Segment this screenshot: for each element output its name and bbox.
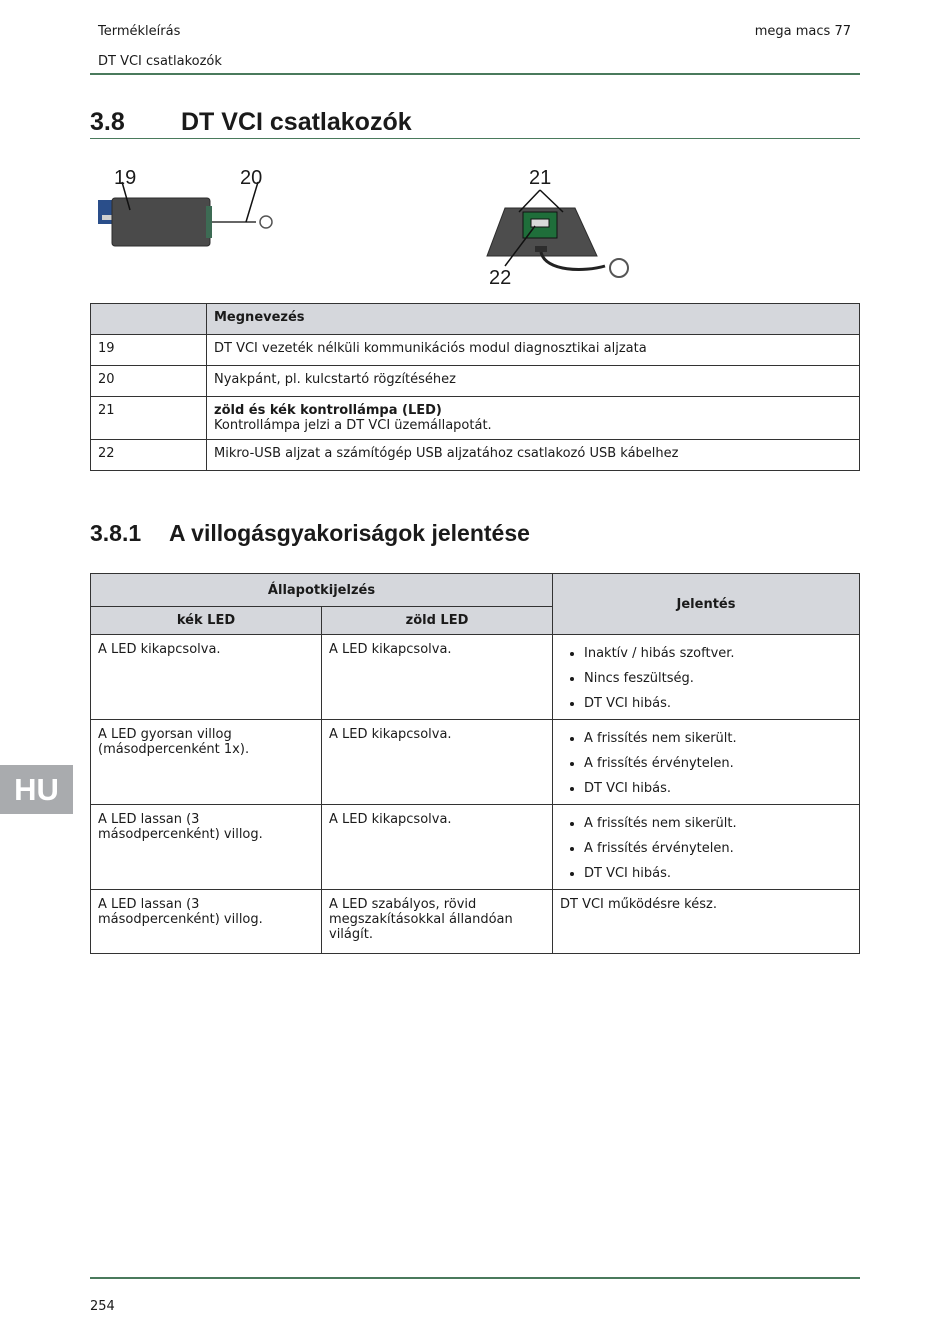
table-row (91, 366, 860, 397)
green-led-state: A LED kikapcsolva. (322, 805, 553, 890)
callout-19: 19 (114, 167, 137, 189)
list-item: • A frissítés érvénytelen. (584, 756, 852, 771)
list-item: • A frissítés nem sikerült. (584, 816, 852, 831)
part-number: 20 (91, 366, 207, 397)
list-item: • Nincs feszültség. (584, 671, 852, 686)
blue-led-state: A LED kikapcsolva. (91, 635, 322, 720)
blink-meaning-table (90, 573, 860, 954)
table-row (91, 805, 860, 890)
page-number: 254 (90, 1299, 115, 1314)
part-description: Kontrollámpa jelzi a DT VCI üzemállapotát. (214, 418, 492, 433)
meaning-cell (553, 635, 860, 720)
meaning-list (560, 731, 852, 796)
meaning-list (560, 816, 852, 881)
footer-divider (90, 1277, 860, 1279)
section-title: DT VCI csatlakozók (181, 108, 412, 136)
list-item: • DT VCI hibás. (584, 866, 852, 881)
header-doc-type: Termékleírás (98, 24, 181, 39)
subsection-number: 3.8.1 (90, 520, 142, 546)
part-description: Nyakpánt, pl. kulcstartó rögzítéséhez (207, 366, 860, 397)
table-header-cell (91, 304, 207, 335)
green-led-header: zöld LED (322, 607, 553, 635)
blue-led-state: A LED lassan (3 másodpercenként) villog. (91, 805, 322, 890)
meaning-cell: DT VCI működésre kész. (553, 890, 860, 954)
part-description: Mikro-USB aljzat a számítógép USB aljzatához csatlakozó USB kábelhez (207, 440, 860, 471)
table-row (91, 890, 860, 954)
green-led-state: A LED kikapcsolva. (322, 635, 553, 720)
blue-led-state: A LED gyorsan villog (másodpercenként 1x). (91, 720, 322, 805)
table-row (91, 635, 860, 720)
meaning-cell (553, 720, 860, 805)
table-row (91, 335, 860, 366)
table-header-row (91, 574, 860, 607)
callout-20: 20 (240, 167, 263, 189)
meaning-header: Jelentés (553, 574, 860, 635)
meaning-cell (553, 805, 860, 890)
part-number: 22 (91, 440, 207, 471)
table-row (91, 397, 860, 440)
list-item: • A frissítés nem sikerült. (584, 731, 852, 746)
parts-table (90, 303, 860, 471)
subsection-title: A villogásgyakoriságok jelentése (169, 520, 530, 546)
section-heading (90, 108, 860, 139)
table-header-cell: Megnevezés (207, 304, 860, 335)
header-product: mega macs 77 (754, 24, 851, 39)
list-item: • DT VCI hibás. (584, 781, 852, 796)
header-divider (90, 73, 860, 75)
running-header (98, 24, 222, 69)
list-item: • DT VCI hibás. (584, 696, 852, 711)
part-description: DT VCI vezeték nélküli kommunikációs modul diagnosztikai aljzata (207, 335, 860, 366)
table-row (91, 720, 860, 805)
green-led-state: A LED szabályos, rövid megszakításokkal állandóan világít. (322, 890, 553, 954)
callout-21: 21 (529, 167, 552, 189)
meaning-list (560, 646, 852, 711)
callout-22: 22 (489, 267, 512, 289)
blue-led-state: A LED lassan (3 másodpercenként) villog. (91, 890, 322, 954)
part-number: 21 (91, 397, 207, 440)
list-item: • A frissítés érvénytelen. (584, 841, 852, 856)
table-row (91, 440, 860, 471)
header-section: DT VCI csatlakozók (98, 54, 222, 69)
part-number: 19 (91, 335, 207, 366)
part-title: zöld és kék kontrollámpa (LED) (214, 403, 442, 418)
status-group-header: Állapotkijelzés (91, 574, 553, 607)
list-item: • Inaktív / hibás szoftver. (584, 646, 852, 661)
blue-led-header: kék LED (91, 607, 322, 635)
part-description-cell (207, 397, 860, 440)
table-header-row (91, 304, 860, 335)
language-tab: HU (0, 765, 73, 814)
green-led-state: A LED kikapcsolva. (322, 720, 553, 805)
section-number: 3.8 (90, 108, 125, 136)
